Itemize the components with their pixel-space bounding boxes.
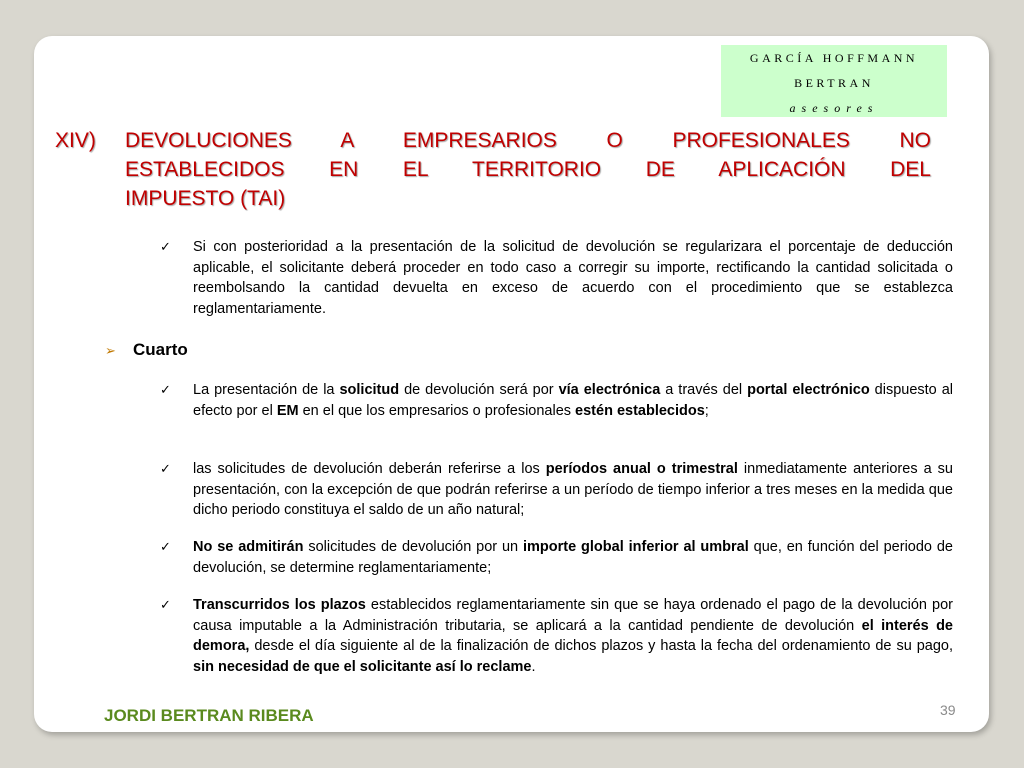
section-label: Cuarto: [133, 340, 188, 359]
logo-line-2: BERTRAN: [794, 76, 874, 90]
footer-author: JORDI BERTRAN RIBERA: [104, 706, 314, 725]
arrow-right-icon: ➢: [105, 343, 116, 358]
bullet-text: No se admitirán solicitudes de devolución por un importe global inferior al umbral que, en función del periodo de devolución, se determine reglamentariamente;: [193, 539, 953, 576]
heading-line-2: ESTABLECIDOS EN EL TERRITORIO DE APLICACIÓN DEL: [125, 158, 931, 181]
checkmark-icon: ✓: [160, 539, 171, 554]
checkmark-icon: ✓: [160, 382, 171, 397]
bullet-text: Si con posterioridad a la presentación de la solicitud de devolución se regularizara el porcentaje de deducción aplicable, el solicitante deberá proceder en todo caso a corregir su importe, rectificando la cantidad solicitada o reembolsando la cantidad devuelta en exceso de acuerdo con el procedimiento que se establezca reglamentariamente.: [193, 239, 953, 317]
logo-line-1: GARCÍA HOFFMANN: [749, 51, 919, 65]
heading-line-3: IMPUESTO (TAI): [125, 187, 286, 210]
heading-number: XIV): [55, 129, 96, 152]
page-number: 39: [940, 702, 956, 718]
bullet-text: La presentación de la solicitud de devolución será por vía electrónica a través del portal electrónico dispuesto al efecto por el EM en el que los empresarios o profesionales estén establecidos;: [193, 382, 954, 419]
checkmark-icon: ✓: [160, 597, 171, 612]
logo-line-3: asesores: [789, 101, 879, 115]
heading-line-1: DEVOLUCIONES A EMPRESARIOS O PROFESIONALES NO: [125, 129, 931, 152]
bullet-text: Transcurridos los plazos establecidos reglamentariamente sin que se haya ordenado el pago de la devolución por causa imputable a la Administración tributaria, se aplicará a la cantidad pendiente de devolución el interés de demora, desde el día siguiente al de la finalización de dichos plazos y hasta la fecha del ordenamiento de su pago, sin necesidad de que el solicitante así lo reclame.: [193, 597, 953, 675]
checkmark-icon: ✓: [160, 461, 171, 476]
heading-text: [125, 126, 931, 213]
company-logo: [721, 45, 947, 117]
checkmark-icon: ✓: [160, 239, 171, 254]
bullet-text: las solicitudes de devolución deberán referirse a los períodos anual o trimestral inmediatamente anteriores a su presentación, con la excepción de que podrán referirse a un período de tiempo inferior a tres meses en la medida que dicho periodo constituya el saldo de un año natural;: [193, 461, 953, 518]
